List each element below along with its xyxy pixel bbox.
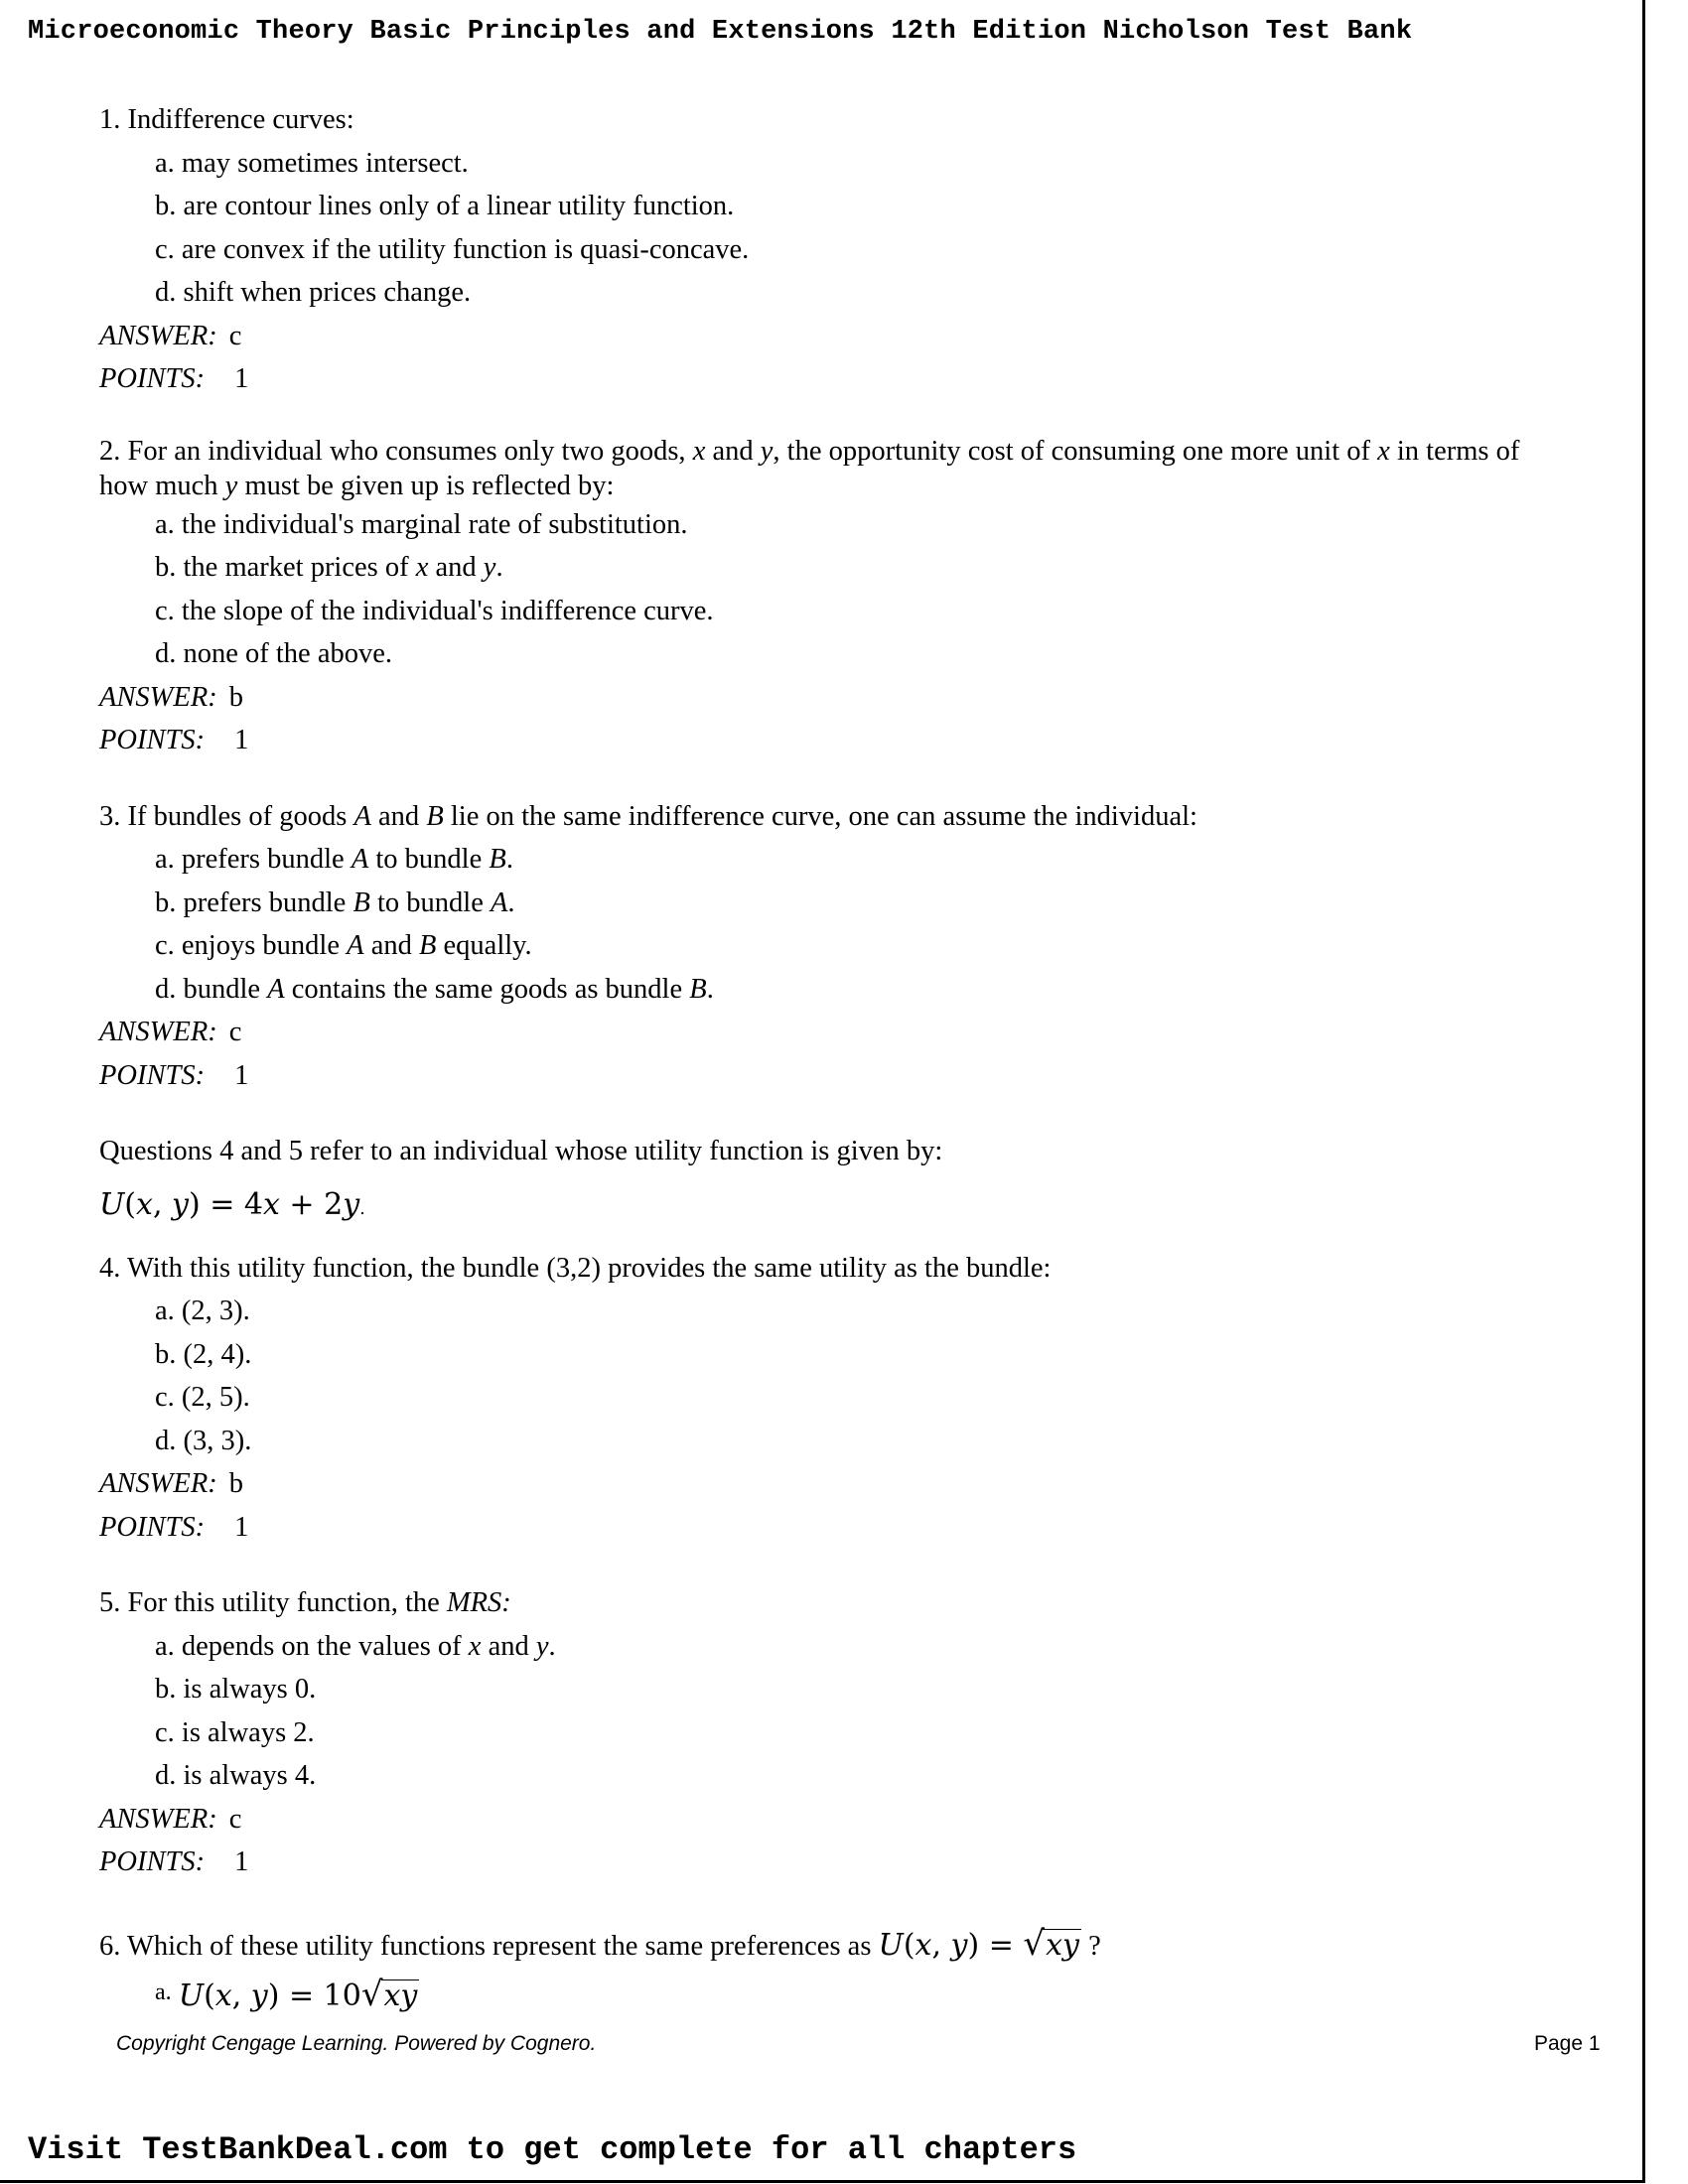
- question-1: [99, 98, 1549, 401]
- answer-line: [99, 1798, 1549, 1842]
- option-d: d. (3, 3).: [155, 1425, 252, 1456]
- answer-line: [99, 676, 1549, 720]
- option-b: b. are contour lines only of a linear utility function.: [155, 191, 735, 221]
- points-label: POINTS:: [99, 1511, 206, 1543]
- preference-formula: U(x, y) = √xy: [878, 1923, 1079, 1964]
- option-c: c. enjoys bundle A and B equally.: [155, 930, 532, 961]
- points-value: 1: [234, 363, 249, 394]
- answer-value: b: [228, 1468, 243, 1499]
- question-4: [99, 1247, 1549, 1550]
- question-6: [99, 1924, 1549, 2019]
- question-stem: 2. For an individual who consumes only two goods, x and y, the opportunity cost of consuming one more unit of x in terms of how much y must be given up is reflected by:: [99, 435, 1520, 501]
- question-stem: 6. Which of these utility functions represent the same preferences as U(x, y) = √xy ?: [99, 1923, 1101, 1964]
- points-value: 1: [234, 725, 249, 755]
- option-d: d. is always 4.: [155, 1760, 317, 1791]
- option-c: c. the slope of the individual's indifference curve.: [155, 595, 714, 626]
- points-line: [99, 1054, 1549, 1098]
- answer-value: c: [228, 1803, 242, 1835]
- option-a: a. the individual's marginal rate of substitution.: [155, 508, 688, 540]
- option-c: c. (2, 5).: [155, 1382, 250, 1413]
- option-d: d. none of the above.: [155, 638, 393, 669]
- utility-formula: U(x, y) = 4x + 2y.: [99, 1186, 365, 1222]
- points-label: POINTS:: [99, 363, 206, 394]
- question-stem: 3. If bundles of goods A and B lie on the same indifference curve, one can assume the individual:: [99, 800, 1197, 832]
- answer-value: b: [228, 681, 243, 713]
- test-content: [99, 98, 1549, 2019]
- intro-text: Questions 4 and 5 refer to an individual whose utility function is given by:: [99, 1136, 943, 1166]
- points-line: [99, 1841, 1549, 1884]
- option-a: a. may sometimes intersect.: [155, 147, 469, 179]
- option-c: c. is always 2.: [155, 1716, 315, 1748]
- points-line: [99, 719, 1549, 762]
- answer-label: ANSWER:: [99, 1468, 217, 1499]
- answer-label: ANSWER:: [99, 681, 217, 713]
- answer-line: [99, 315, 1549, 358]
- points-line: [99, 357, 1549, 401]
- option-b: b. the market prices of x and y.: [155, 552, 503, 583]
- copyright-notice: Copyright Cengage Learning. Powered by Cognero.: [116, 2032, 597, 2055]
- answer-line: [99, 1011, 1549, 1054]
- question-stem: 4. With this utility function, the bundle (3,2) provides the same utility as the bundle:: [99, 1252, 1052, 1284]
- question-group-intro: [99, 1130, 1549, 1229]
- points-line: [99, 1506, 1549, 1550]
- answer-label: ANSWER:: [99, 320, 217, 351]
- question-stem: 1. Indifference curves:: [99, 104, 354, 135]
- question-2: [99, 434, 1549, 762]
- answer-value: c: [228, 320, 242, 351]
- option-d: d. shift when prices change.: [155, 277, 472, 308]
- option-c: c. are convex if the utility function is quasi-concave.: [155, 233, 750, 265]
- question-5: [99, 1581, 1549, 1884]
- answer-line: [99, 1462, 1549, 1506]
- option-a: a. (2, 3).: [155, 1296, 250, 1326]
- option-a-formula: U(x, y) = 10√xy: [178, 1975, 418, 2014]
- document-header: Microeconomic Theory Basic Principles and Extensions 12th Edition Nicholson Test Bank: [28, 17, 1413, 47]
- answer-label: ANSWER:: [99, 1017, 217, 1047]
- option-a: a. prefers bundle A to bundle B.: [155, 844, 513, 875]
- option-b: b. (2, 4).: [155, 1338, 252, 1370]
- answer-value: c: [228, 1017, 242, 1047]
- points-value: 1: [234, 1059, 249, 1091]
- option-b: b. is always 0.: [155, 1674, 317, 1705]
- option-d: d. bundle A contains the same goods as bundle B.: [155, 973, 714, 1005]
- answer-label: ANSWER:: [99, 1803, 217, 1835]
- option-b: b. prefers bundle B to bundle A.: [155, 887, 515, 918]
- question-3: [99, 795, 1549, 1098]
- promo-footer: Visit TestBankDeal.com to get complete for all chapters: [28, 2131, 1077, 2168]
- points-value: 1: [234, 1846, 249, 1877]
- points-label: POINTS:: [99, 1846, 206, 1877]
- points-label: POINTS:: [99, 1059, 206, 1091]
- points-label: POINTS:: [99, 725, 206, 755]
- option-a: a. depends on the values of x and y.: [155, 1630, 556, 1662]
- page-number: Page 1: [1534, 2032, 1601, 2055]
- question-stem: 5. For this utility function, the MRS:: [99, 1587, 511, 1618]
- option-a: $^{a.}$ U(x, y) = 10√xy: [155, 1975, 418, 2014]
- points-value: 1: [234, 1511, 249, 1543]
